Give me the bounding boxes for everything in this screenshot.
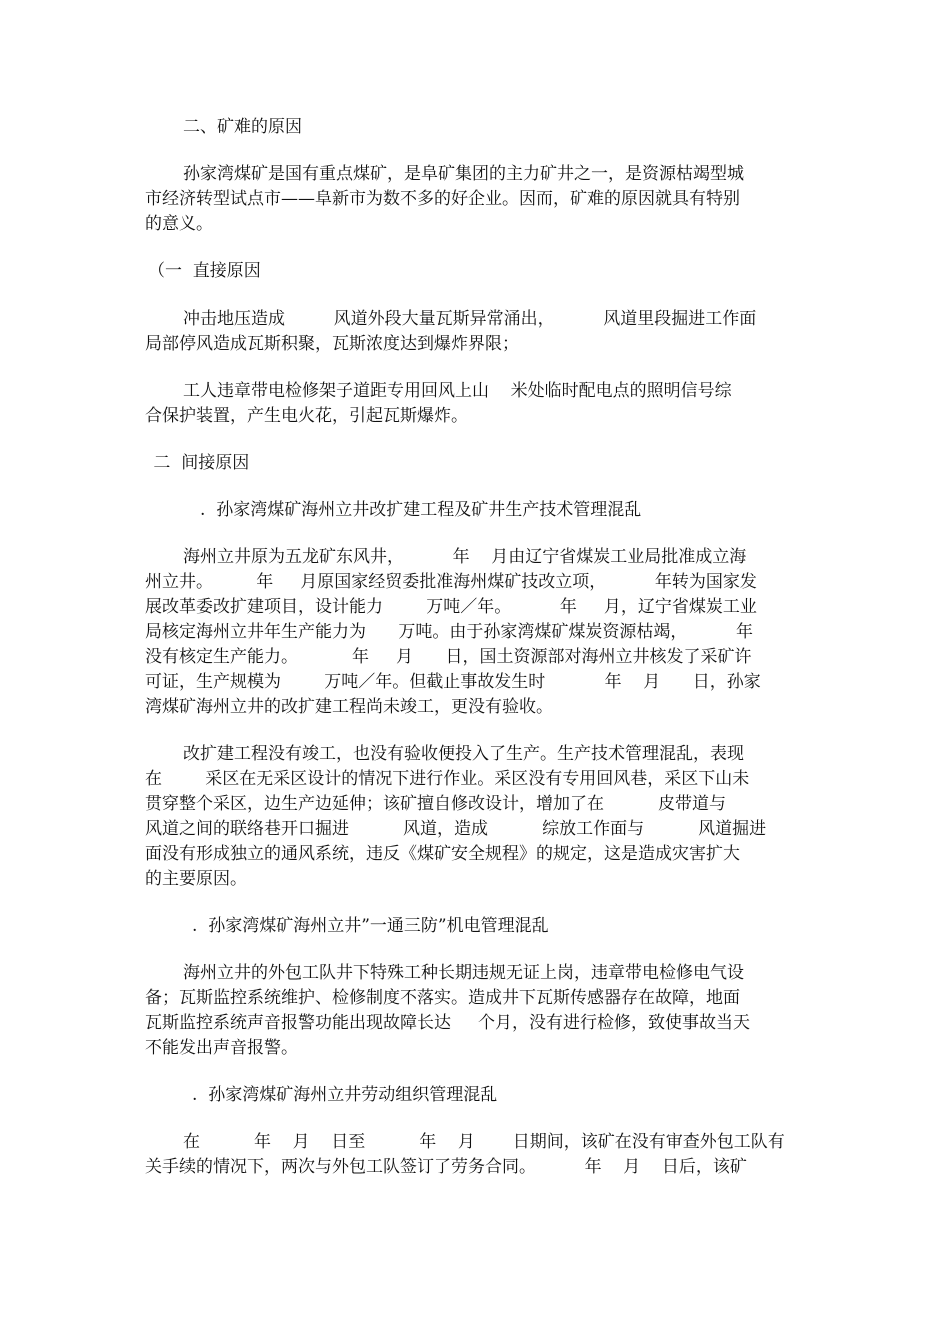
paragraph-6-line-4: 不能发出声音报警。	[145, 1038, 298, 1058]
paragraph-1-line-3: 的意义。	[145, 214, 213, 234]
item-2-heading: . 孙家湾煤矿海州立井”一通三防”机电管理混乱	[192, 916, 549, 936]
paragraph-3-line-2: 合保护装置，产生电火花，引起瓦斯爆炸。	[145, 406, 468, 426]
paragraph-2-line-2: 局部停风造成瓦斯积聚，瓦斯浓度达到爆炸界限；	[145, 334, 519, 354]
section-heading: 二、矿难的原因	[183, 117, 302, 137]
paragraph-4-line-2: 州立井。 年 月原国家经贸委批准海州煤矿技改立项， 年转为国家发	[145, 572, 757, 592]
subheading-direct-causes: （一 直接原因	[148, 261, 261, 281]
paragraph-4-line-6: 可证，生产规模为 万吨／年。但截止事故发生时 年 月 日，孙家	[145, 672, 761, 692]
subheading-indirect-causes: 二 间接原因	[148, 453, 250, 473]
paragraph-3-line-1: 工人违章带电检修架子道距专用回风上山 米处临时配电点的照明信号综	[183, 381, 732, 401]
paragraph-2-line-1: 冲击地压造成 风道外段大量瓦斯异常涌出， 风道里段掘进工作面	[183, 309, 757, 329]
paragraph-5-line-2: 在 采区在无采区设计的情况下进行作业。采区没有专用回风巷，采区下山未	[145, 769, 750, 789]
paragraph-1-line-1: 孙家湾煤矿是国有重点煤矿，是阜矿集团的主力矿井之一，是资源枯竭型城	[183, 164, 744, 184]
paragraph-5-line-6: 的主要原因。	[145, 869, 247, 889]
paragraph-6-line-3: 瓦斯监控系统声音报警功能出现故障长达 个月，没有进行检修，致使事故当天	[145, 1013, 751, 1033]
paragraph-4-line-1: 海州立井原为五龙矿东风井， 年 月由辽宁省煤炭工业局批准成立海	[183, 547, 747, 567]
paragraph-4-line-5: 没有核定生产能力。 年 月 日，国土资源部对海州立井核发了采矿许	[145, 647, 752, 667]
paragraph-5-line-5: 面没有形成独立的通风系统，违反《煤矿安全规程》的规定，这是造成灾害扩大	[145, 844, 740, 864]
item-1-heading: . 孙家湾煤矿海州立井改扩建工程及矿井生产技术管理混乱	[200, 500, 642, 520]
paragraph-4-line-7: 湾煤矿海州立井的改扩建工程尚未竣工，更没有验收。	[145, 697, 553, 717]
paragraph-7-line-2: 关手续的情况下，两次与外包工队签订了劳务合同。 年 月 日后，该矿	[145, 1157, 747, 1177]
item-3-heading: . 孙家湾煤矿海州立井劳动组织管理混乱	[192, 1085, 498, 1105]
paragraph-6-line-1: 海州立井的外包工队井下特殊工种长期违规无证上岗，违章带电检修电气设	[183, 963, 744, 983]
paragraph-4-line-3: 展改革委改扩建项目，设计能力 万吨／年。 年 月，辽宁省煤炭工业	[145, 597, 757, 617]
paragraph-4-line-4: 局核定海州立井年生产能力为 万吨。由于孙家湾煤矿煤炭资源枯竭， 年	[145, 622, 754, 642]
paragraph-5-line-3: 贯穿整个采区，边生产边延伸；该矿擅自修改设计，增加了在 皮带道与	[145, 794, 727, 814]
paragraph-6-line-2: 备；瓦斯监控系统维护、检修制度不落实。造成井下瓦斯传感器存在故障，地面	[145, 988, 740, 1008]
paragraph-1-line-2: 市经济转型试点市——阜新市为数不多的好企业。因而，矿难的原因就具有特别	[145, 189, 740, 209]
paragraph-7-line-1: 在 年 月 日至 年 月 日期间，该矿在没有审查外包工队有	[183, 1132, 785, 1152]
paragraph-5-line-1: 改扩建工程没有竣工，也没有验收便投入了生产。生产技术管理混乱，表现	[183, 744, 744, 764]
paragraph-5-line-4: 风道之间的联络巷开口掘进 风道，造成 综放工作面与 风道掘进	[145, 819, 767, 839]
